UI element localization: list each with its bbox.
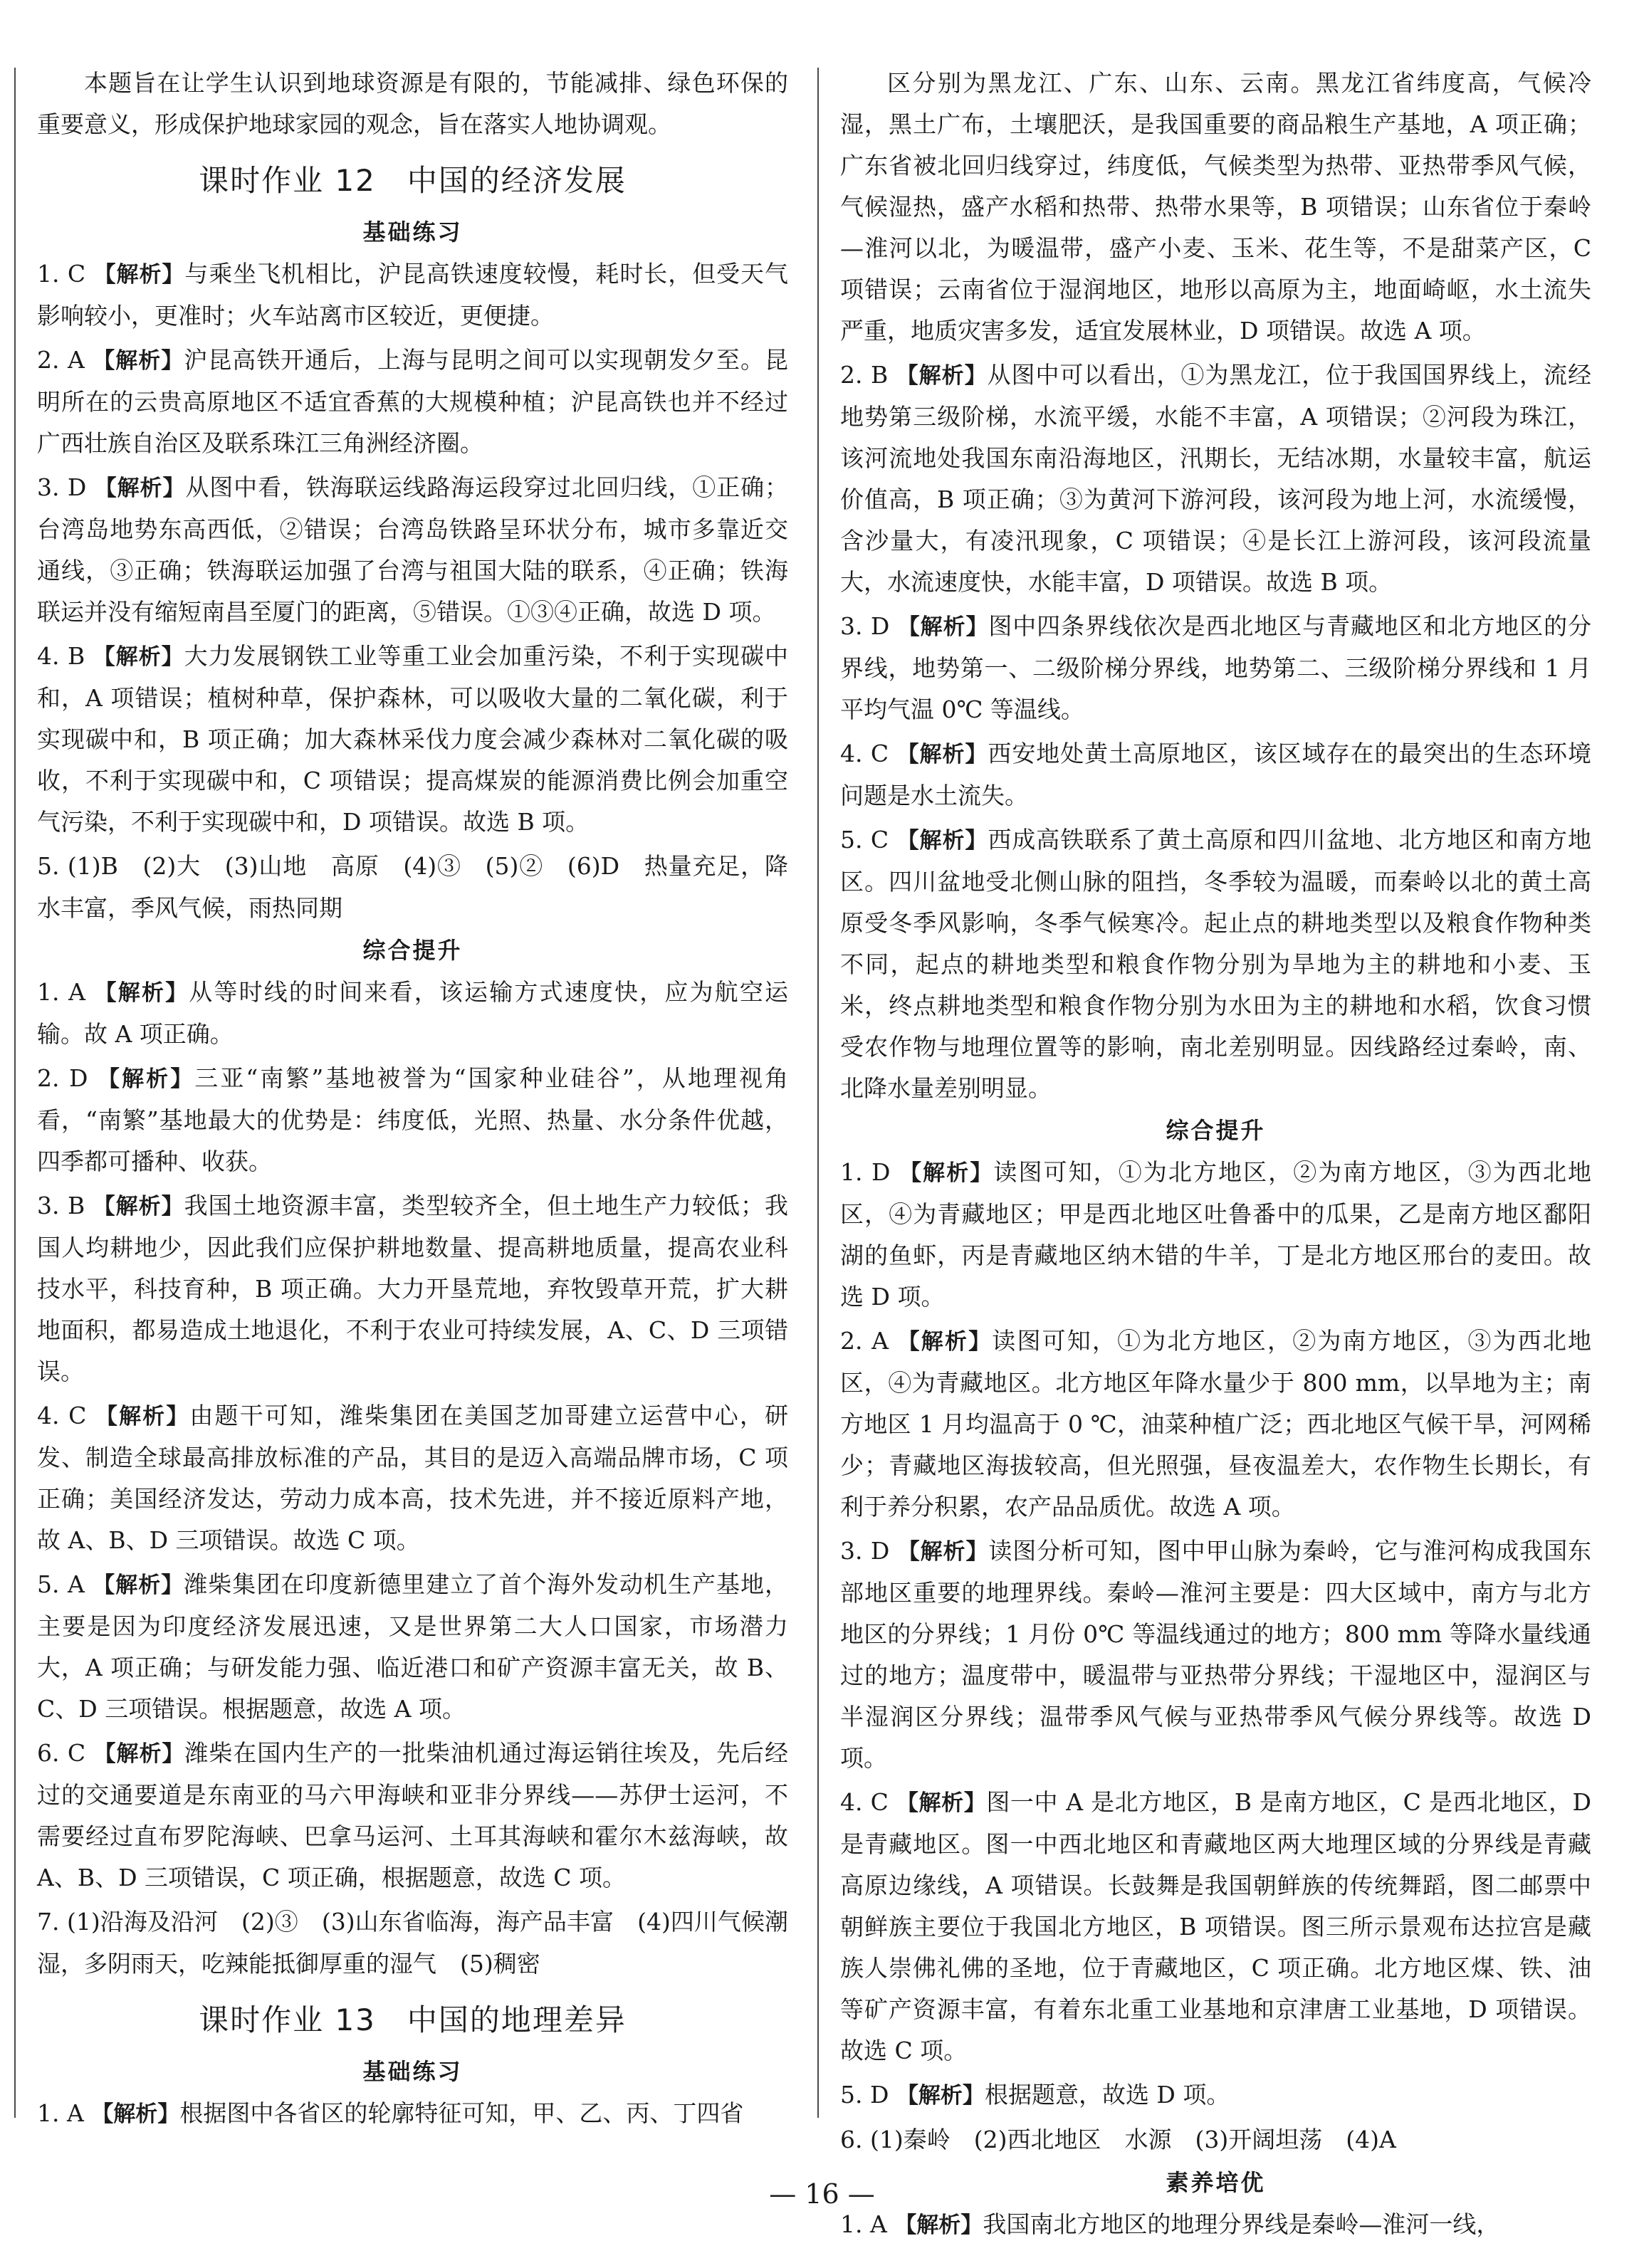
answer-text: 读图分析可知，图中甲山脉为秦岭，它与淮河构成我国东部地区重要的地理界线。秦岭—淮河主要是：四大区域中，南方与北方地区的分界线；1 月份 0℃ 等温线通过的地方；800 mm 等降水量线通过的地方；温度带中，暖温带与亚热带分界线；干湿地区中，湿润区与半湿润区分界线；温带季风气候与亚热带季风气候分界线等。故选 D 项。 [840,1537,1592,1772]
answer-item [37,636,788,843]
answer-number: 2. A [840,1327,889,1355]
answer-item [37,846,788,929]
answer-text: 大力发展钢铁工业等重工业会加重污染，不利于实现碳中和，A 项错误；植树种草，保护森林，可以吸收大量的二氧化碳，利于实现碳中和，B 项正确；加大森林采伐力度会减少森林对二氧化碳的吸收，不利于实现碳中和，C 项错误；提高煤炭的能源消费比例会加重空气污染，不利于实现碳中和，D 项错误。故选 B 项。 [37,642,788,836]
answer-text: 从等时线的时间来看，该运输方式速度快，应为航空运输。故 A 项正确。 [37,978,788,1048]
answer-item [37,1395,788,1561]
answer-item [840,355,1591,603]
answer-number: 1. A [37,2099,84,2127]
answer-text: 沪昆高铁开通后，上海与昆明之间可以实现朝发夕至。昆明所在的云贵高原地区不适宜香蕉的大规模种植；沪昆高铁也并不经过广西壮族自治区及联系珠江三角洲经济圈。 [37,346,788,457]
answer-number: 5. A [37,1570,85,1598]
answer-number: 3. D [840,612,890,640]
answer-text: 由题干可知，潍柴集团在美国芝加哥建立运营中心，研发、制造全球最高排放标准的产品，其目的是迈入高端品牌市场，C 项正确；美国经济发达，劳动力成本高，技术先进，并不接近原料产地，故 A、B、D 三项错误。故选 C 项。 [37,1402,788,1554]
answer-number: 4. C [840,1788,889,1816]
subheading-jichu-2: 基础练习 [362,2058,463,2085]
answer-text: 读图可知，①为北方地区，②为南方地区，③为西北地区，④为青藏地区。北方地区年降水量少于 800 mm，以旱地为主；南方地区 1 月均温高于 0 ℃，油菜种植广泛；西北地区气候干旱，河网稀少；青藏地区海拔较高，但光照强，昼夜温差大，农作物生长期长，有利于养分积累，农产品品质优。故选 A 项。 [840,1327,1591,1521]
answer-item [37,1733,788,1899]
answer-number: 2. A [37,346,85,374]
page-number: — 16 — [769,2178,875,2210]
answer-text: 西成高铁联系了黄土高原和四川盆地、北方地区和南方地区。四川盆地受北侧山脉的阻挡，冬季较为温暖，而秦岭以北的黄土高原受冬季风影响，冬季气候寒冷。起止点的耕地类型以及粮食作物种类不同，起点的耕地类型和粮食作物分别为旱地为主的耕地和小麦、玉米，终点耕地类型和粮食作物分别为水田为主的耕地和水稻，饮食习惯受农作物与地理位置等的影响，南北差别明显。因线路经过秦岭，南、北降水量差别明显。 [840,826,1592,1102]
answer-item [840,733,1591,817]
analysis-tag: 【解析】 [93,1573,184,1598]
answer-item [840,606,1591,730]
answer-item [37,253,788,337]
analysis-tag: 【解析】 [93,348,184,374]
analysis-tag: 【解析】 [897,1539,989,1565]
answer-item [840,2074,1591,2116]
subheading-zonghe-right: 综合提升 [1166,1117,1266,1144]
answer-item [37,1058,788,1182]
answer-item [37,467,788,633]
answer-text: (1)秦岭 (2)西北地区 水源 (3)开阔坦荡 (4)A [870,2126,1396,2153]
answer-item [37,1564,788,1730]
answer-text: 图一中 A 是北方地区，B 是南方地区，C 是西北地区，D 是青藏地区。图一中西北地区和青藏地区两大地理区域的分界线是青藏高原边缘线，A 项错误。长鼓舞是我国朝鲜族的传统舞蹈，图二邮票中朝鲜族主要位于我国北方地区，B 项错误。图三所示景观布达拉宫是藏族人崇佛礼佛的圣地，位于青藏地区，C 项正确。北方地区煤、铁、油等矿产资源丰富，有着东北重工业基地和京津唐工业基地，D 项错误。故选 C 项。 [840,1788,1591,2064]
answer-number: 5. D [840,2081,889,2109]
analysis-tag: 【解析】 [894,2212,983,2238]
subheading-jichu: 基础练习 [362,219,463,246]
answer-item [840,1782,1591,2072]
answer-item [840,1152,1591,1318]
analysis-tag: 【解析】 [91,2101,180,2127]
answer-text: 从图中可以看出，①为黑龙江，位于我国国界线上，流经地势第三级阶梯，水流平缓，水能不丰富，A 项错误；②河段为珠江，该河流地处我国东南沿海地区，汛期长，无结冰期，水量较丰富，航运价值高，B 项正确；③为黄河下游河段，该河段为地上河，水流缓慢，含沙量大，有凌汛现象，C 项错误；④是长江上游河段，该河段流量大，水流速度快，水能丰富，D 项错误。故选 B 项。 [840,361,1591,596]
analysis-tag: 【解析】 [896,363,988,389]
answer-item [840,1321,1591,1528]
jichu-list [37,253,788,929]
analysis-tag: 【解析】 [93,262,185,288]
answer-number: 2. D [37,1064,88,1092]
jichu2-list [37,2093,788,2135]
answer-number: 1. A [37,978,85,1006]
right-column [840,63,1591,2249]
answer-number: 5. [37,852,60,880]
answer-item [37,1185,788,1392]
answer-text: 我国南北方地区的地理分界线是秦岭—淮河一线， [983,2210,1500,2238]
analysis-tag: 【解析】 [95,1404,190,1429]
answer-item [840,819,1591,1109]
answer-text: 潍柴在国内生产的一批柴油机通过海运销往埃及，先后经过的交通要道是东南亚的马六甲海峡和亚非分界线——苏伊士运河，不需要经过直布罗陀海峡、巴拿马运河、土耳其海峡和霍尔木兹海峡，故 A、B、D 三项错误，C 项正确，根据题意，故选 C 项。 [37,1739,789,1891]
answer-text: 我国土地资源丰富，类型较齐全，但土地生产力较低；我国人均耕地少，因此我们应保护耕地数量、提高耕地质量，提高农业科技水平，科技育种，B 项正确。大力开垦荒地，弃牧毁草开荒，扩大耕地面积，都易造成土地退化，不利于农业可持续发展，A、C、D 三项错误。 [37,1192,788,1385]
analysis-tag: 【解析】 [897,1329,993,1355]
answer-item [37,2093,788,2135]
analysis-tag: 【解析】 [93,644,184,670]
column-divider [817,68,819,2118]
analysis-tag: 【解析】 [93,1741,185,1767]
answer-text: 根据图中各省区的轮廓特征可知，甲、乙、丙、丁四省 [179,2099,744,2127]
analysis-tag: 【解析】 [896,742,988,767]
answer-number: 6. [840,2126,863,2153]
answer-number: 4. B [37,642,85,670]
answer-item [840,2204,1591,2246]
answer-item [37,972,788,1055]
answer-text: 潍柴集团在印度新德里建立了首个海外发动机生产基地，主要是因为印度经济发展迅速，又是世界第二大人口国家，市场潜力大，A 项正确；与研发能力强、临近港口和矿产资源丰富无关，故 B、C、D 三项错误。根据题意，故选 A 项。 [37,1570,788,1723]
zonghe-list [37,972,788,1985]
analysis-tag: 【解析】 [899,1160,994,1186]
answer-item [37,340,788,464]
answer-number: 1. A [840,2210,887,2238]
intro-paragraph: 本题旨在让学生认识到地球资源是有限的，节能减排、绿色环保的重要意义，形成保护地球家园的观念，旨在落实人地协调观。 [37,69,788,138]
answer-number: 2. B [840,361,889,389]
section-title-12: 课时作业 12 中国的经济发展 [199,163,627,198]
answer-text: 三亚“南繁”基地被誉为“国家种业硅谷”，从地理视角看，“南繁”基地最大的优势是：纬度低，光照、热量、水分条件优越，四季都可播种、收获。 [37,1064,789,1175]
section-title-13: 课时作业 13 中国的地理差异 [199,2002,627,2037]
subheading-suyang: 素养培优 [1166,2169,1266,2196]
right-items-list [840,355,1591,1109]
suyang-list [840,2204,1591,2246]
answer-number: 7. [37,1908,60,1936]
answer-number: 1. D [840,1158,891,1186]
answer-number: 1. C [37,260,86,288]
answer-text: 西安地处黄土高原地区，该区域存在的最突出的生态环境问题是水土流失。 [840,740,1592,809]
answer-item [840,1531,1591,1779]
analysis-tag: 【解析】 [93,1194,184,1219]
answer-number: 3. B [37,1192,85,1219]
answer-number: 3. D [37,473,87,501]
answer-number: 3. D [840,1537,890,1565]
analysis-tag: 【解析】 [94,476,186,501]
answer-text: 图中四条界线依次是西北地区与青藏地区和北方地区的分界线，地势第一、二级阶梯分界线，地势第二、三级阶梯分界线和 1 月平均气温 0℃ 等温线。 [840,612,1592,723]
analysis-tag: 【解析】 [94,980,189,1006]
answer-text: 从图中看，铁海联运线路海运段穿过北回归线，①正确；台湾岛地势东高西低，②错误；台湾岛铁路呈环状分布，城市多靠近交通线，③正确；铁海联运加强了台湾与祖国大陆的联系，④正确；铁海联运并没有缩短南昌至厦门的距离，⑤错误。①③④正确，故选 D 项。 [37,473,789,626]
left-margin-rule [14,68,16,2118]
answer-text: (1)沿海及沿河 (2)③ (3)山东省临海，海产品丰富 (4)四川气候潮湿，多阴雨天，吃辣能抵御厚重的湿气 (5)稠密 [37,1908,788,1978]
answer-number: 6. C [37,1739,86,1767]
analysis-tag: 【解析】 [896,1790,987,1816]
analysis-tag: 【解析】 [98,1066,195,1092]
answer-item [840,2119,1591,2161]
answer-item [37,1901,788,1985]
analysis-tag: 【解析】 [897,614,989,640]
answer-text: 读图可知，①为北方地区，②为南方地区，③为西北地区，④为青藏地区；甲是西北地区吐鲁番中的瓜果，乙是南方地区鄱阳湖的鱼虾，丙是青藏地区纳木错的牛羊，丁是北方地区邢台的麦田。故选 D 项。 [840,1158,1592,1311]
analysis-tag: 【解析】 [896,2083,985,2109]
left-column [37,63,788,2138]
answer-number: 4. C [37,1402,87,1429]
zonghe-right-list [840,1152,1591,2161]
answer-text: 与乘坐飞机相比，沪昆高铁速度较慢，耗时长，但受天气影响较小，更准时；火车站离市区较近，更便捷。 [37,260,789,330]
answer-number: 5. C [840,826,889,854]
continued-answer: 区分别为黑龙江、广东、山东、云南。黑龙江省纬度高，气候冷湿，黑土广布，土壤肥沃，是我国重要的商品粮生产基地，A 项正确；广东省被北回归线穿过，纬度低，气候类型为热带、亚热带季风气候，气候湿热，盛产水稻和热带、热带水果等，B 项错误；山东省位于秦岭—淮河以北，为暖温带，盛产小麦、玉米、花生等，不是甜菜产区，C 项错误；云南省位于湿润地区，地形以高原为主，地面崎岖，水土流失严重，地质灾害多发，适宜发展林业，D 项错误。故选 A 项。 [840,69,1591,345]
answer-text: 根据题意，故选 D 项。 [984,2081,1230,2109]
subheading-zonghe: 综合提升 [362,937,463,964]
analysis-tag: 【解析】 [896,828,988,854]
answer-text: (1)B (2)大 (3)山地 高原 (4)③ (5)② (6)D 热量充足，降水丰富，季风气候，雨热同期 [37,852,788,922]
answer-number: 4. C [840,740,889,767]
